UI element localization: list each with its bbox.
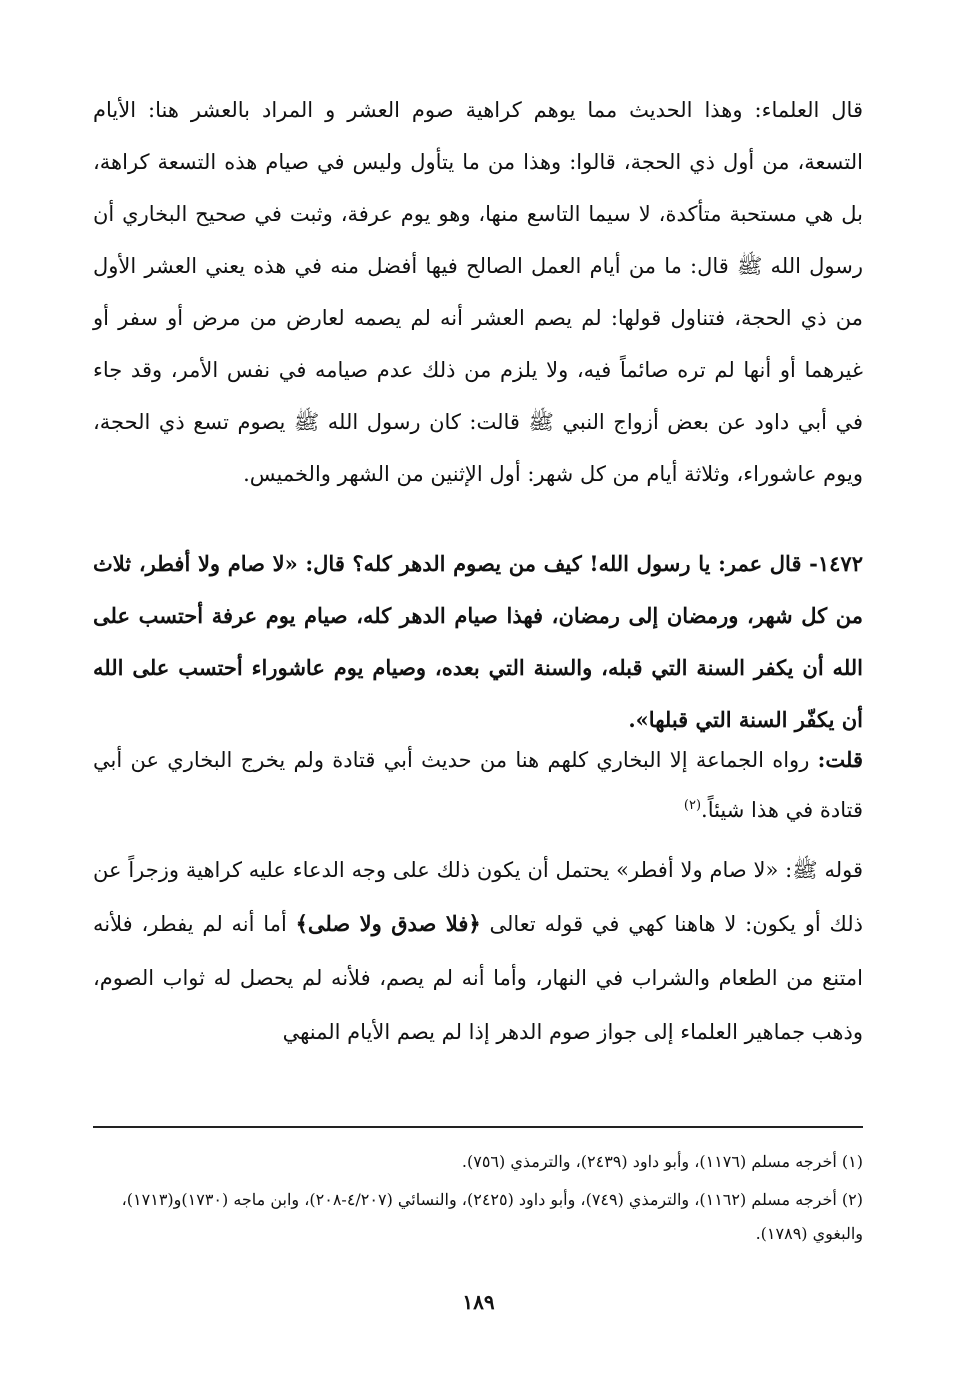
explanation-text-part-2: أما أنه لم يفطر، فلأنه امتنع من الطعام والشراب في النهار، وأما أنه لم يصم، فلأنه لم يحصل له ثواب الصوم، وذهب جماهير العلماء إلى جواز صوم الدهر إذا لم يصم الأيام المنهي xyxy=(93,912,863,1044)
footnote-divider xyxy=(93,1126,863,1128)
qultu-paragraph xyxy=(93,735,863,835)
commentary-paragraph: قال العلماء: وهذا الحديث مما يوهم كراهية صوم العشر و المراد بالعشر هنا: الأيام التسعة، من أول ذي الحجة، قالوا: وهذا من ما يتأول وليس في صيام هذه التسعة كراهة، بل هي مستحبة متأكدة، لا سيما التاسع منها، وهو يوم عرفة، وثبت في صحيح البخاري أن رسول الله ﷺ قال: ما من أيام العمل الصالح فيها أفضل منه في هذه يعني العشر الأول من ذي الحجة، فتناول قولها: لم يصم العشر أنه لم يصمه لعارض من مرض أو سفر أو غيرهما أو أنها لم تره صائماً فيه، ولا يلزم من ذلك عدم صيامه في نفس الأمر، وقد جاء في أبي داود عن بعض أزواج النبي ﷺ قالت: كان رسول الله ﷺ يصوم تسع ذي الحجة، ويوم عاشوراء، وثلاثة أيام من كل شهر: أول الإثنين من الشهر والخميس. xyxy=(93,98,863,486)
footnote-2: (٢) أخرجه مسلم (١١٦٢)، والترمذي (٧٤٩)، وأبو داود (٢٤٢٥)، والنسائي (٤/٢٠٧-٢٠٨)، وابن ماجه (١٧٣٠)و(١٧١٣)، والبغوي (١٧٨٩). xyxy=(121,1190,863,1243)
explanation-paragraph xyxy=(93,843,863,1059)
quran-quote: ﴿فلا صدق ولا صلى﴾ xyxy=(295,911,481,936)
qultu-label: قلت: xyxy=(817,747,863,772)
qultu-text: رواه الجماعة إلا البخاري كلهم هنا من حديث أبي قتادة ولم يخرج البخاري عن أبي قتادة في هذا شيئاً. xyxy=(93,748,863,822)
footnote-1: (١) أخرجه مسلم (١١٧٦)، وأبو داود (٢٤٣٩)، والترمذي (٧٥٦). xyxy=(461,1152,863,1171)
footnotes xyxy=(93,1145,863,1251)
hadith-1472: ١٤٧٢- قال عمر: يا رسول الله! كيف من يصوم الدهر كله؟ قال: «لا صام ولا أفطر، ثلاث من كل شهر، ورمضان إلى رمضان، فهذا صيام الدهر كله، صيام يوم عرفة أحتسب على الله أن يكفر السنة التي قبله، والسنة التي بعده، وصيام يوم عاشوراء أحتسب على الله أن يكفّر السنة التي قبلها». xyxy=(93,551,863,732)
explanation-text-part-1: قوله ﷺ: «لا صام ولا أفطر» يحتمل أن يكون ذلك على وجه الدعاء عليه كراهية وزجراً عن ذلك أو يكون: لا هاهنا كهي في قوله تعالى xyxy=(93,858,863,936)
page-number: ١٨٩ xyxy=(462,1290,495,1314)
footnote-reference: (٢) xyxy=(683,798,702,813)
